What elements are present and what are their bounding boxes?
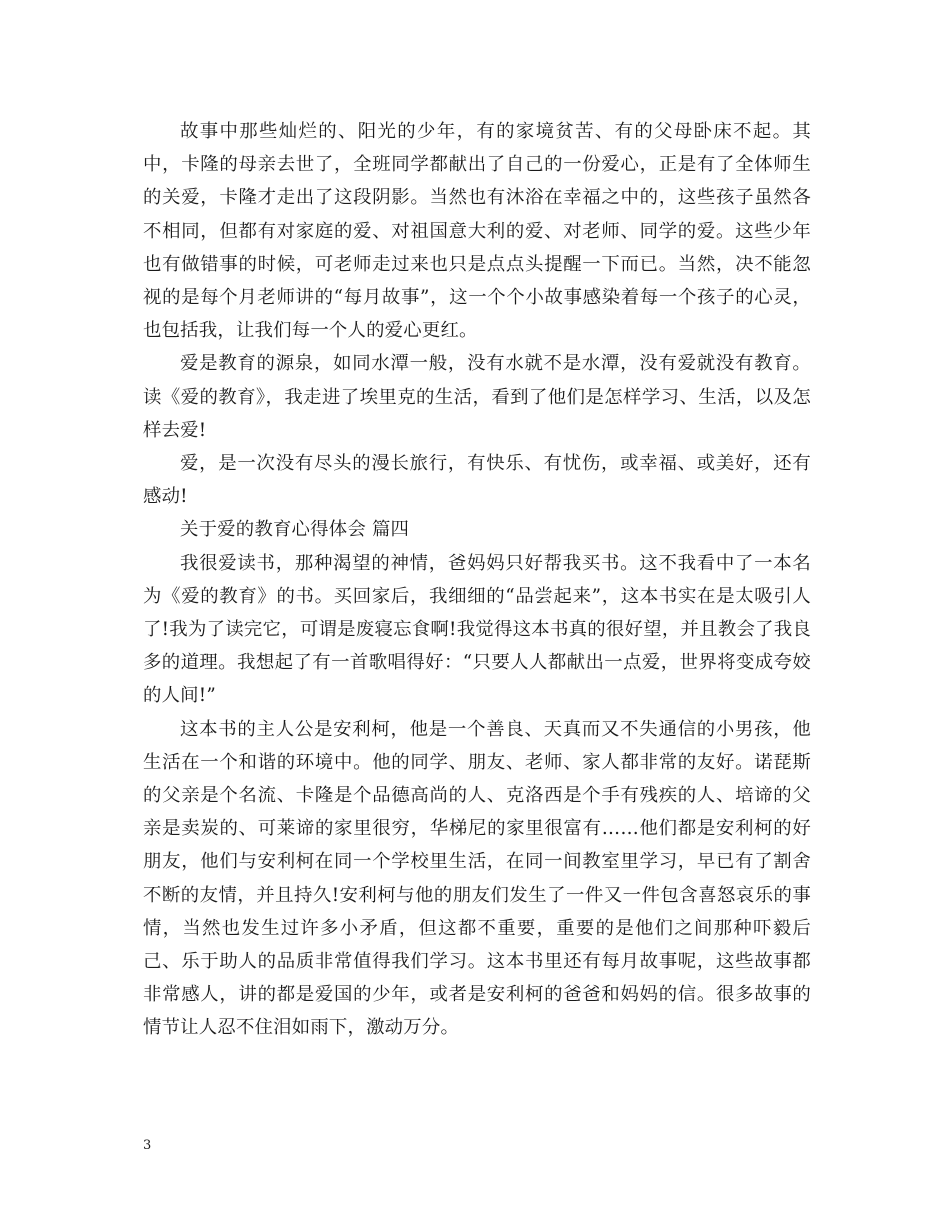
paragraph-reading: 我很爱读书，那种渴望的神情，爸妈妈只好帮我买书。这不我看中了一本名为《爱的教育》的书。买回家后，我细细的“品尝起来”，这本书实在是太吸引人了!我为了读完它，可谓是废寝忘食啊!我觉得这本书真的很好望，并且教会了我良多的道理。我想起了有一首歌唱得好：“只要人人都献出一点爱，世界将变成夸姣的人间!” (143, 552, 811, 707)
page-number: 3 (143, 1138, 152, 1153)
section-heading: 关于爱的教育心得体会 篇四 (180, 519, 410, 541)
paragraph-love-source: 爱是教育的源泉，如同水潭一般，没有水就不是水潭，没有爱就没有教育。读《爱的教育》，我走进了埃里克的生活，看到了他们是怎样学习、生活，以及怎样去爱! (143, 353, 811, 441)
paragraph-stories: 故事中那些灿烂的、阳光的少年，有的家境贫苦、有的父母卧床不起。其中，卡隆的母亲去世了，全班同学都献出了自己的一份爱心，正是有了全体师生的关爱，卡隆才走出了这段阴影。当然也有沐浴在幸福之中的，这些孩子虽然各不相同，但都有对家庭的爱、对祖国意大利的爱、对老师、同学的爱。这些少年也有做错事的时候，可老师走过来也只是点点头提醒一下而已。当然，决不能忽视的是每个月老师讲的“每月故事”，这一个个小故事感染着每一个孩子的心灵，也包括我，让我们每一个人的爱心更红。 (143, 121, 811, 342)
paragraph-protagonist: 这本书的主人公是安利柯，他是一个善良、天真而又不失通信的小男孩，他生活在一个和谐的环境中。他的同学、朋友、老师、家人都非常的友好。诺琵斯的父亲是个名流、卡隆是个品德高尚的人、克洛西是个手有残疾的人、培谛的父亲是卖炭的、可莱谛的家里很穷，华梯尼的家里很富有……他们都是安利柯的好朋友，他们与安利柯在同一个学校里生活，在同一间教室里学习，早已有了割舍不断的友情，并且持久!安利柯与他的朋友们发生了一件又一件包含喜怒哀乐的事情，当然也发生过许多小矛盾，但这都不重要，重要的是他们之间那种吓毅后己、乐于助人的品质非常值得我们学习。这本书里还有每月故事呢，这些故事都非常感人，讲的都是爱国的少年，或者是安利柯的爸爸和妈妈的信。很多故事的情节让人忍不住泪如雨下，激动万分。 (143, 718, 811, 1039)
paragraph-love-journey: 爱，是一次没有尽头的漫长旅行，有快乐、有忧伤，或幸福、或美好，还有感动! (143, 453, 811, 508)
document-body (143, 115, 811, 1045)
